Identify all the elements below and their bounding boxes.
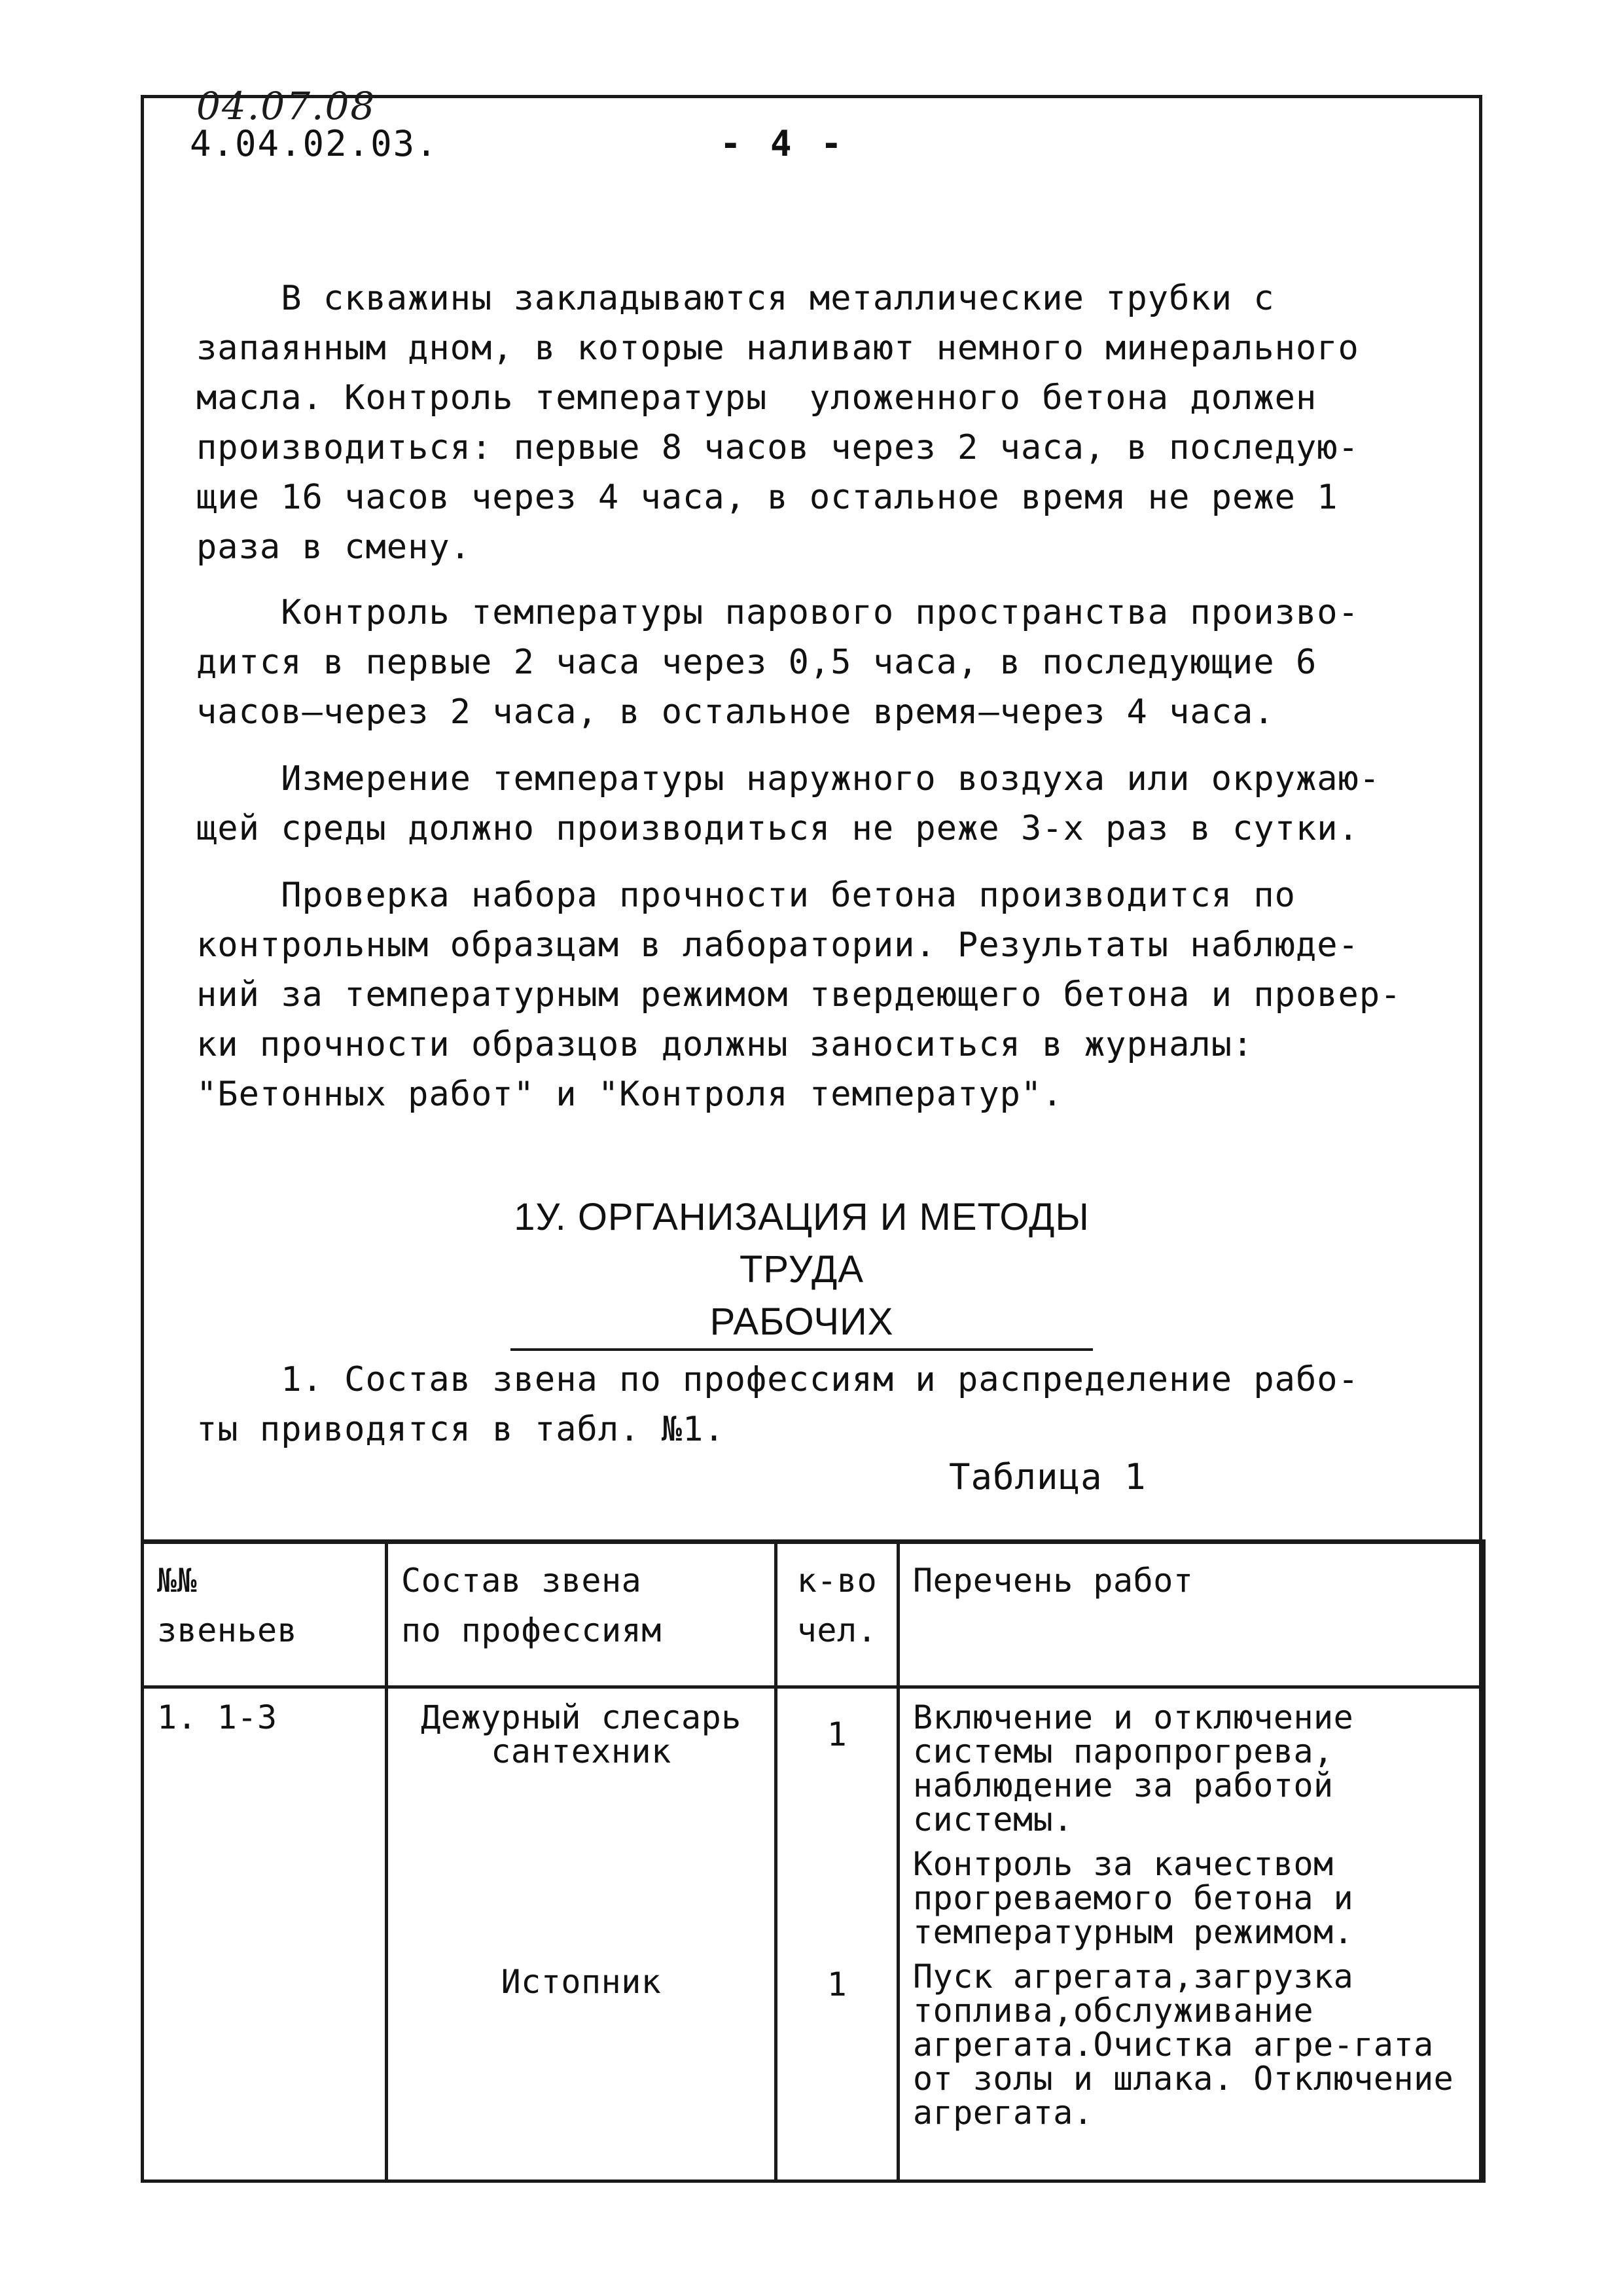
header-composition	[387, 1542, 776, 1687]
text-line: 1. Состав звена по профессиям и распределение рабо-	[196, 1360, 1359, 1399]
profession-2: Истопник	[501, 1963, 662, 2001]
work-item-3: Пуск агрегата,загрузка топлива,обслуживание агрегата.Очистка агре-гата от золы и шлака. Отключение агрегата.	[913, 1958, 1454, 2132]
page-number: - 4 -	[720, 123, 846, 164]
text-line: ний за температурным режимом твердеющего бетона и провер-	[196, 975, 1402, 1014]
paragraph-3	[196, 754, 1440, 853]
text-line: запаянным дном, в которые наливают немного минерального	[196, 329, 1359, 368]
handwritten-code: 04.07.08	[196, 84, 376, 128]
unit-number: 1. 1-3	[157, 1698, 277, 1736]
text-line: Проверка набора прочности бетона производится по	[196, 876, 1296, 915]
paragraph-2	[196, 588, 1440, 737]
text-line: ки прочности образцов должны заноситься в журналы:	[196, 1025, 1254, 1064]
text-line: дится в первые 2 часа через 0,5 часа, в последующие 6	[196, 643, 1317, 682]
text-line: щей среды должно производиться не реже 3-х раз в сутки.	[196, 809, 1359, 848]
header-count	[776, 1542, 899, 1687]
paragraph-1	[196, 274, 1440, 572]
document-code: 4.04.02.03.	[190, 123, 438, 164]
header-composition-line2: по профессиям	[401, 1611, 662, 1649]
text-line: Измерение температуры наружного воздуха или окружаю-	[196, 759, 1381, 798]
count-1: 1	[827, 1715, 847, 1753]
count-2: 1	[827, 1965, 847, 2003]
header-count-line2: чел.	[796, 1611, 878, 1649]
text-line: ты приводятся в табл. №1.	[196, 1410, 725, 1449]
text-line: масла. Контроль температуры уложенного бетона должен	[196, 378, 1317, 418]
section-title-line1: 1У. ОРГАНИЗАЦИЯ И МЕТОДЫ ТРУДА	[514, 1196, 1090, 1291]
text-line: производиться: первые 8 часов через 2 часа, в последую-	[196, 428, 1359, 467]
work-item-2: Контроль за качеством прогреваемого бетона и температурным режимом.	[913, 1845, 1354, 1951]
text-line: щие 16 часов через 4 часа, в остальное время не реже 1	[196, 478, 1338, 517]
text-line: часов—через 2 часа, в остальное время—через 4 часа.	[196, 692, 1275, 732]
table-caption: Таблица 1	[949, 1456, 1147, 1498]
text-line: раза в смену.	[196, 528, 471, 567]
work-item-1: Включение и отключение системы паропрогрева, наблюдение за работой системы.	[913, 1698, 1354, 1839]
text-line: В скважины закладываются металлические трубки с	[196, 279, 1275, 318]
cell-counts	[776, 1687, 899, 2181]
header-unit-number-line1: №№	[157, 1562, 198, 1600]
header-work-list	[899, 1542, 1484, 1687]
paragraph-4	[196, 870, 1440, 1119]
text-line: контрольным образцам в лаборатории. Результаты наблюде-	[196, 925, 1359, 965]
cell-work-list	[899, 1687, 1484, 2181]
paragraph-5	[196, 1355, 1440, 1454]
header-work-list-label: Перечень работ	[913, 1562, 1194, 1600]
profession-1-line2: сантехник	[491, 1732, 671, 1770]
spacer	[401, 1768, 761, 1965]
header-composition-line1: Состав звена	[401, 1562, 642, 1600]
text-line: Контроль температуры парового пространства произво-	[196, 593, 1359, 632]
table-row	[143, 1687, 1484, 2181]
header-unit-number-line2: звеньев	[157, 1611, 298, 1649]
header-count-line1: к-во	[796, 1562, 878, 1600]
section-heading	[458, 1191, 1145, 1351]
section-title-line2: РАБОЧИХ	[510, 1296, 1093, 1351]
cell-unit	[143, 1687, 387, 2181]
cell-professions	[387, 1687, 776, 2181]
text-line: "Бетонных работ" и "Контроля температур".	[196, 1075, 1063, 1114]
header-unit-number	[143, 1542, 387, 1687]
profession-1-line1: Дежурный слесарь	[421, 1698, 741, 1736]
table-header-row	[143, 1542, 1484, 1687]
crew-table	[141, 1539, 1486, 2183]
